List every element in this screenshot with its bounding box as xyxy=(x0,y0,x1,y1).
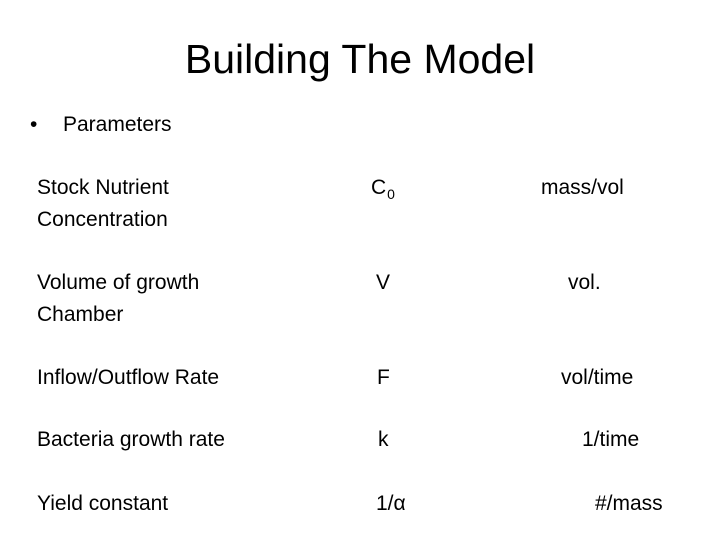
symbol-subscript: 0 xyxy=(387,186,395,202)
param-symbol-f: F xyxy=(377,366,390,389)
param-units-growth-rate: 1/time xyxy=(582,428,640,451)
param-units-volume: vol. xyxy=(568,271,601,294)
param-units-yield: #/mass xyxy=(595,492,663,515)
param-name-stock-nutrient: Stock Nutrient Concentration xyxy=(37,176,169,231)
slide-title: Building The Model xyxy=(184,36,536,82)
param-symbol-v: V xyxy=(376,271,391,294)
bullet-dot: • xyxy=(30,113,38,136)
param-name-volume: Volume of growth Chamber xyxy=(37,271,200,326)
param-units-flow-rate: vol/time xyxy=(561,366,634,389)
param-units-stock-nutrient: mass/vol xyxy=(541,176,624,199)
param-name-flow-rate: Inflow/Outflow Rate xyxy=(37,366,220,389)
bullet-item xyxy=(30,110,172,140)
bullet-text: Parameters xyxy=(63,113,172,136)
param-name-yield: Yield constant xyxy=(37,492,169,515)
param-symbol-k: k xyxy=(378,428,389,451)
param-name-growth-rate: Bacteria growth rate xyxy=(37,428,225,451)
param-symbol-one-over-alpha: 1/α xyxy=(376,492,406,515)
param-symbol-c0: $C_0$ xyxy=(371,176,395,202)
